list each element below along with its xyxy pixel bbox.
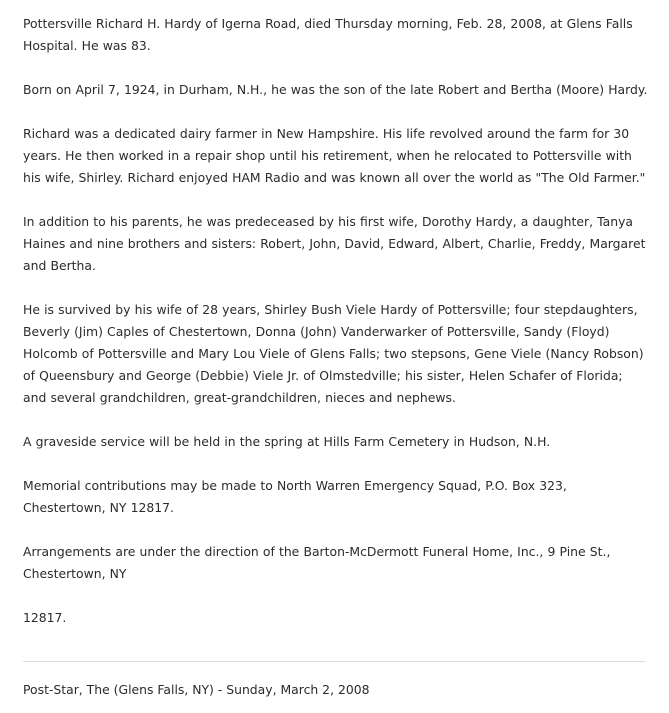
paragraph-predeceased: In addition to his parents, he was predeceased by his first wife, Dorothy Hardy, a daughter, Tanya Haines and nine brothers and sisters: Robert, John, David, Edward, Albert, Charlie, Freddy, Margaret and Bertha. — [23, 214, 646, 273]
obituary-body — [23, 13, 649, 651]
paragraph-zip: 12817. — [23, 610, 67, 625]
paragraph-arrangements: Arrangements are under the direction of the Barton-McDermott Funeral Home, Inc., 9 Pine St., Chestertown, NY — [23, 544, 611, 581]
paragraph-survivors: He is survived by his wife of 28 years, Shirley Bush Viele Hardy of Pottersville; four stepdaughters, Beverly (Jim) Caples of Chestertown, Donna (John) Vanderwarker of Pottersville, Sandy (Floyd) Holcomb of Pottersville and Mary Lou Viele of Glens Falls; two stepsons, Gene Viele (Nancy Robson) of Queensbury and George (Debbie) Viele Jr. of Olmstedville; his sister, Helen Schafer of Florida; and several grandchildren, great-grandchildren, nieces and nephews. — [23, 302, 644, 405]
paragraph-service: A graveside service will be held in the spring at Hills Farm Cemetery in Hudson, N.H. — [23, 434, 551, 449]
divider — [23, 661, 645, 662]
paragraph-memorial: Memorial contributions may be made to North Warren Emergency Squad, P.O. Box 323, Chestertown, NY 12817. — [23, 478, 567, 515]
paragraph-death-notice: Pottersville Richard H. Hardy of Igerna Road, died Thursday morning, Feb. 28, 2008, at Glens Falls Hospital. He was 83. — [23, 16, 633, 53]
paragraph-life: Richard was a dedicated dairy farmer in New Hampshire. His life revolved around the farm for 30 years. He then worked in a repair shop until his retirement, when he relocated to Pottersville with his wife, Shirley. Richard enjoyed HAM Radio and was known all over the world as "The Old Farmer." — [23, 126, 646, 185]
source-citation: Post-Star, The (Glens Falls, NY) - Sunday, March 2, 2008 — [23, 682, 370, 697]
paragraph-birth: Born on April 7, 1924, in Durham, N.H., he was the son of the late Robert and Bertha (Moore) Hardy. — [23, 82, 648, 97]
